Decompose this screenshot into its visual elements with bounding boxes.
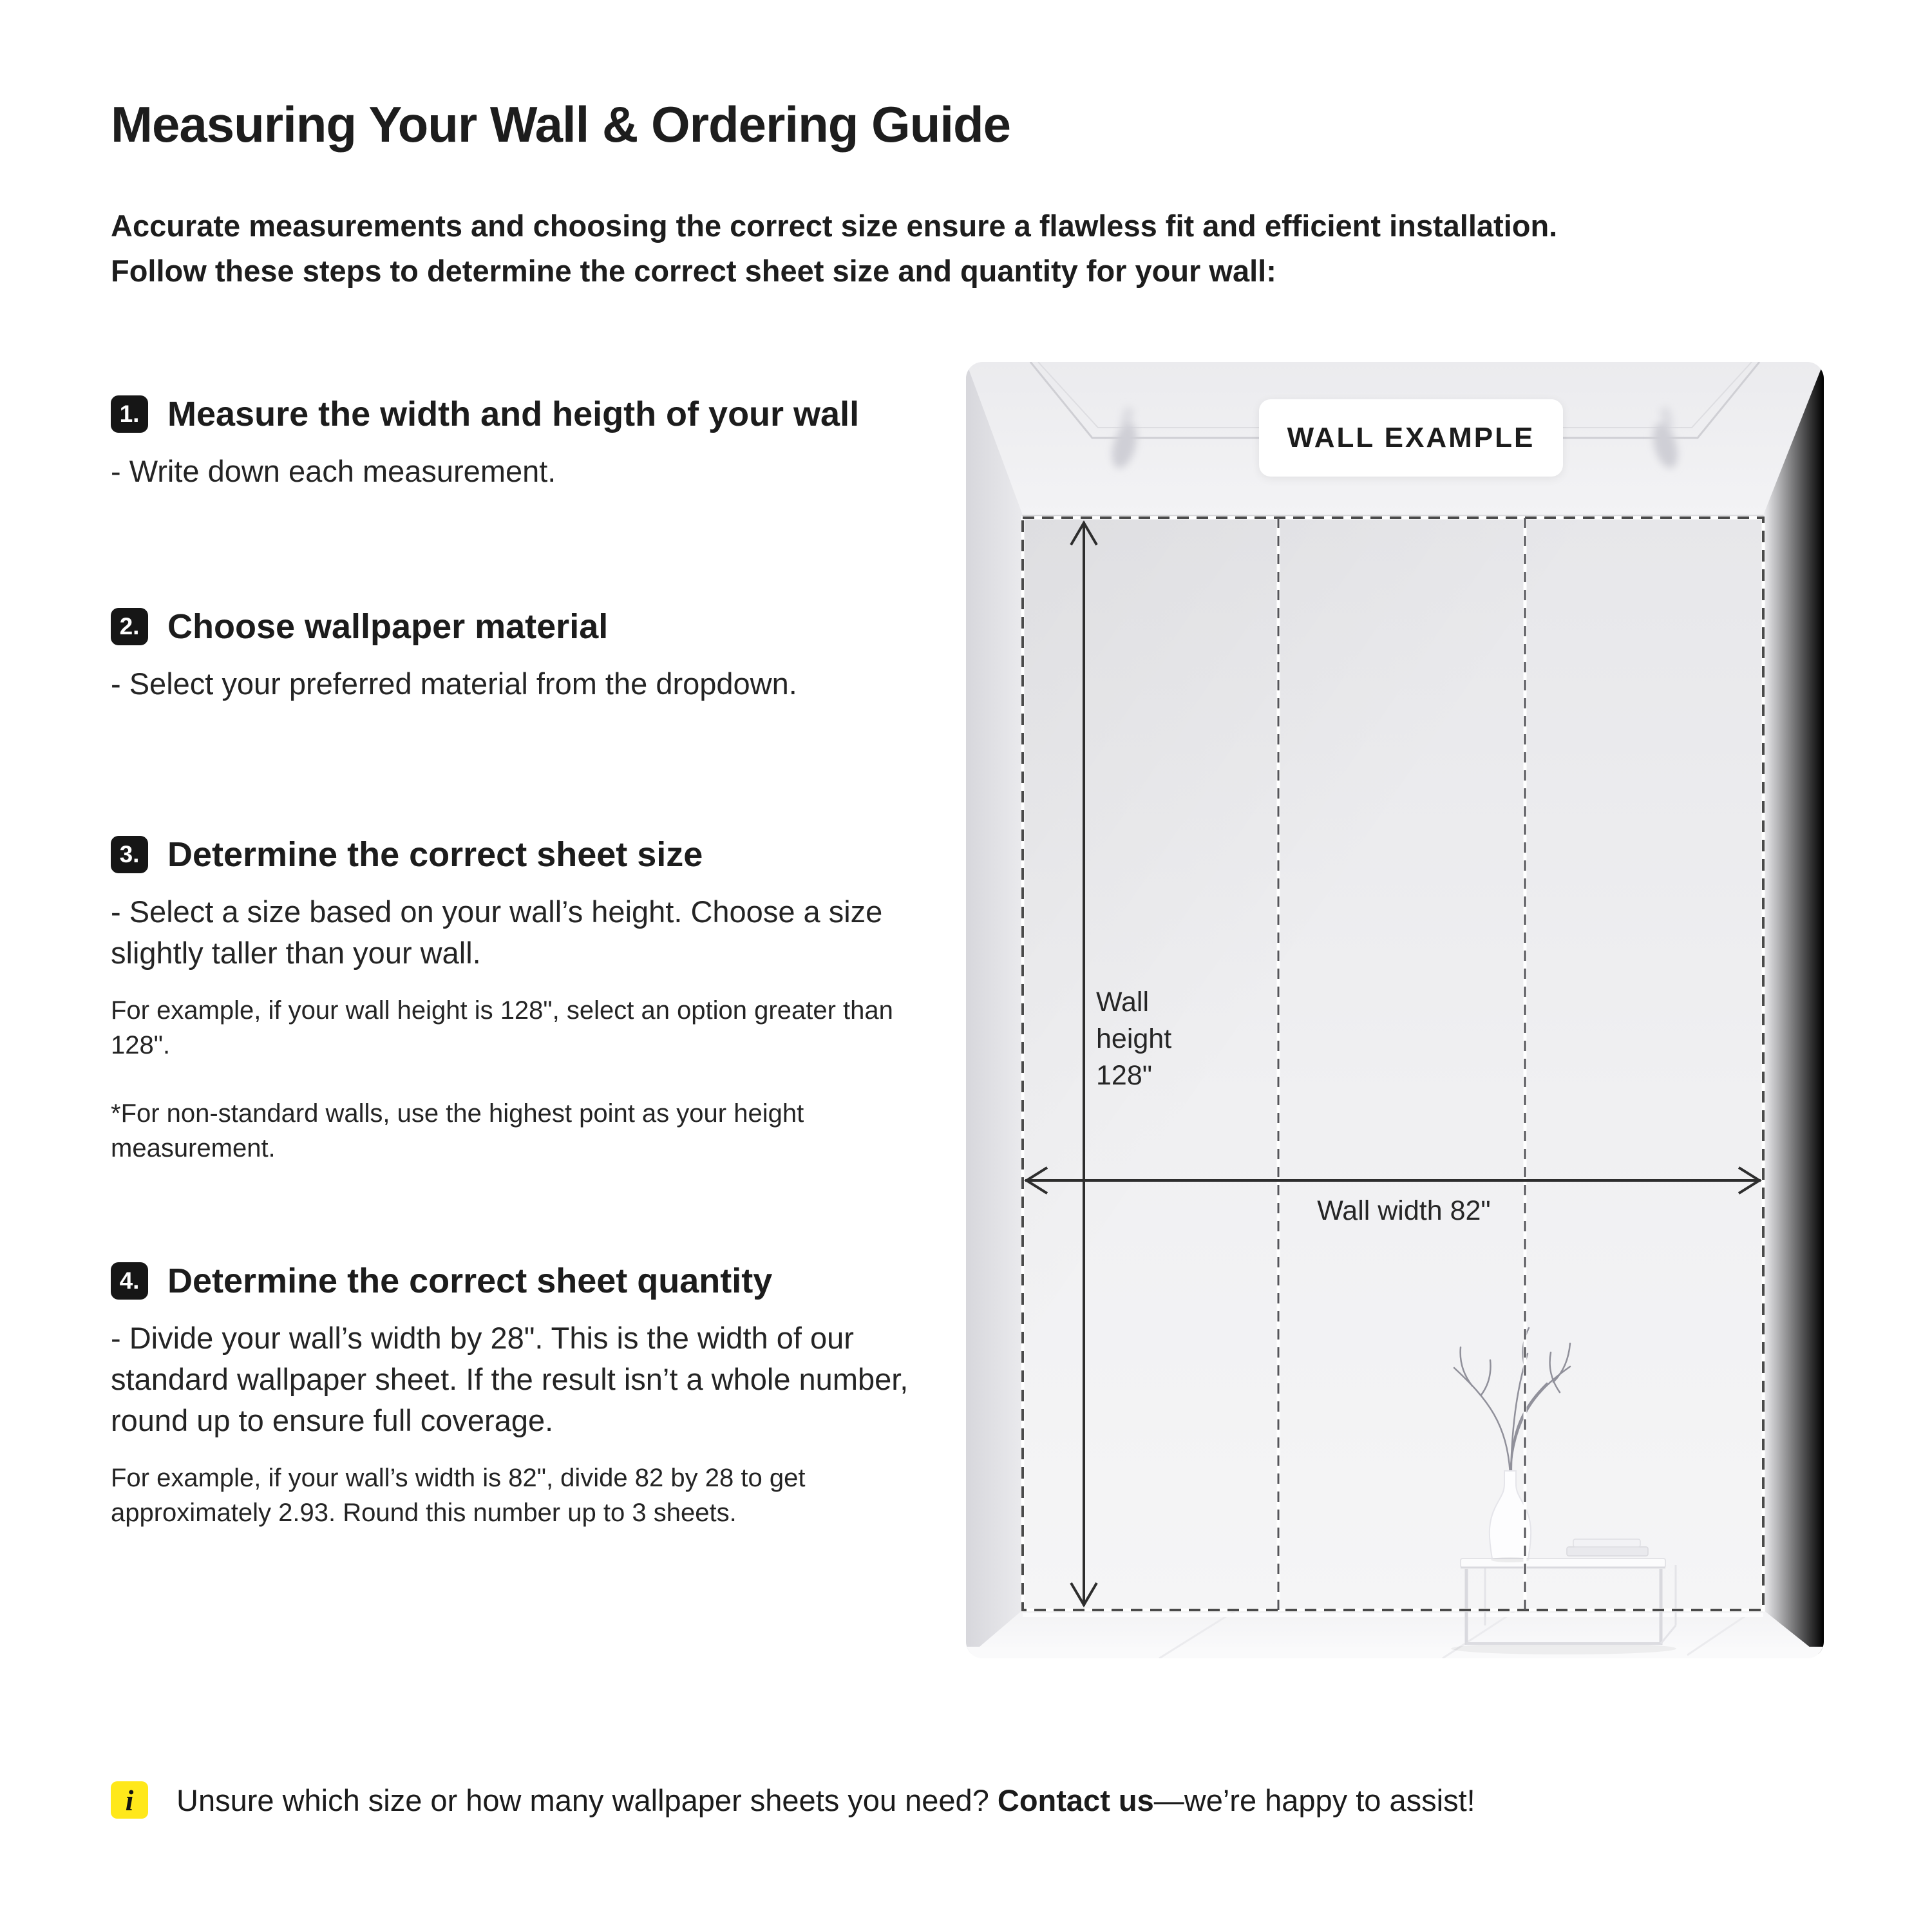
- intro-line-2: Follow these steps to determine the correct sheet size and quantity for your wall:: [111, 254, 1276, 288]
- step-2-header: [111, 607, 942, 647]
- step-3-body: - Select a size based on your wall’s height. Choose a size slightly taller than your wall.: [111, 895, 883, 970]
- footer-text-before: Unsure which size or how many wallpaper sheets you need?: [176, 1783, 998, 1817]
- step-4-body: - Divide your wall’s width by 28". This is the width of our standard wallpaper sheet. If the result isn’t a whole number, round up to ensure full coverage.: [111, 1321, 909, 1437]
- step-1-body: - Write down each measurement.: [111, 454, 556, 488]
- step-1-number-badge: 1.: [111, 395, 148, 433]
- step-2-number-badge: 2.: [111, 608, 148, 645]
- books: [1567, 1539, 1648, 1556]
- step-3-heading: Determine the correct sheet size: [167, 835, 703, 874]
- step-4-number-badge: 4.: [111, 1262, 148, 1300]
- step-1: [111, 394, 942, 492]
- step-1-heading: Measure the width and heigth of your wall: [167, 395, 860, 433]
- step-1-header: [111, 394, 942, 434]
- step-4-heading: Determine the correct sheet quantity: [167, 1262, 773, 1300]
- wall-width-label: Wall width 82": [1317, 1195, 1491, 1226]
- step-4: [111, 1261, 942, 1530]
- step-4-example-note: For example, if your wall’s width is 82", divide 82 by 28 to get approximately 2.93. Round this number up to 3 sheets.: [111, 1464, 806, 1527]
- footer-text-after: —we’re happy to assist!: [1153, 1783, 1475, 1817]
- info-icon: i: [111, 1781, 148, 1819]
- step-2: [111, 607, 942, 705]
- wall-height-label: Wall height 128": [1096, 987, 1172, 1091]
- step-2-body: - Select your preferred material from the dropdown.: [111, 667, 797, 701]
- step-3-number-badge: 3.: [111, 836, 148, 873]
- step-3-header: [111, 835, 942, 875]
- step-3: [111, 835, 942, 1166]
- step-2-heading: Choose wallpaper material: [167, 607, 609, 646]
- step-3-example-note: For example, if your wall height is 128", select an option greater than 128".: [111, 996, 893, 1059]
- wall-example-badge: WALL EXAMPLE: [1259, 399, 1563, 477]
- footer-text: [176, 1783, 1475, 1818]
- room-illustration: [966, 362, 1824, 1658]
- step-3-footnote: *For non-standard walls, use the highest point as your height measurement.: [111, 1099, 804, 1162]
- page-title: Measuring Your Wall & Ordering Guide: [111, 96, 1011, 153]
- contact-us-link[interactable]: Contact us: [997, 1783, 1154, 1817]
- footer-help-note: [111, 1781, 1475, 1819]
- step-4-header: [111, 1261, 942, 1301]
- wall-example-photo: [966, 362, 1824, 1658]
- intro-line-1: Accurate measurements and choosing the correct size ensure a flawless fit and efficient installation.: [111, 209, 1558, 243]
- intro-text: [111, 204, 1862, 294]
